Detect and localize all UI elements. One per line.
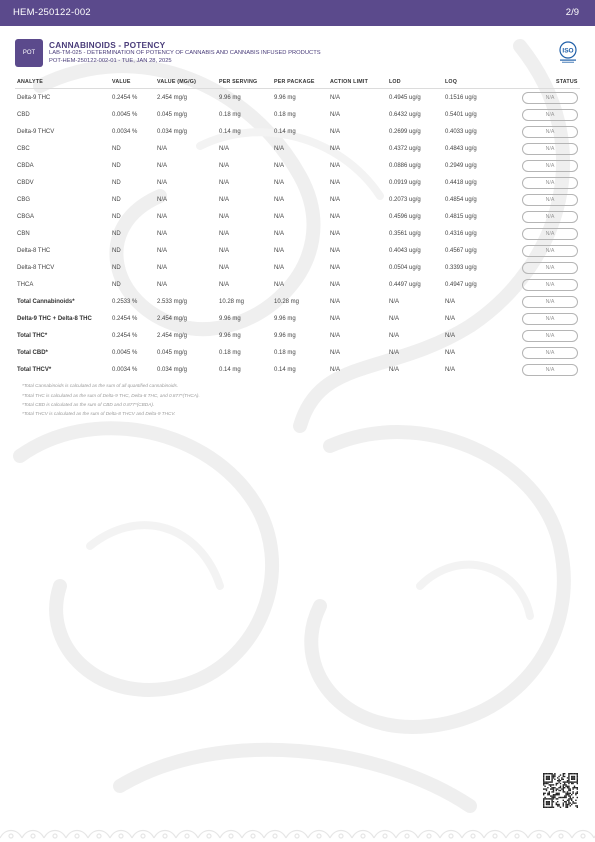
row-per-package: 0.18 mg [274,350,296,356]
document-id: HEM-250122-002 [13,7,91,18]
status-badge: N/A [522,296,578,308]
table-row [15,244,580,261]
footnote-total-cbd: *Total CBD is calculated as the sum of CBD and 0.877*(CBDA). [22,402,155,407]
footnote-total-thcv: *Total THCV is calculated as the sum of Delta-8 THCV and Delta-9 THCV. [22,411,176,416]
row-value: 0.2454 % [112,316,138,322]
row-lod: 0.4596 ug/g [389,214,421,220]
row-per-package: N/A [274,163,285,169]
row-action-limit: N/A [330,316,341,322]
header-status: STATUS [556,79,578,85]
section-title: CANNABINOIDS - POTENCY [49,40,166,50]
table-row [15,125,580,142]
row-analyte: CBDA [17,163,34,169]
row-value: ND [112,197,121,203]
iso-logo-text: ISO [562,47,574,55]
row-action-limit: N/A [330,248,341,254]
footnote-total-thc: *Total THC is calculated as the sum of Delta-9 THC, Delta-8 THC, and 0.877*(THCA). [22,393,200,398]
row-lod: N/A [389,367,400,373]
row-loq: 0.2949 ug/g [445,163,477,169]
row-analyte: Delta-8 THCV [17,265,55,271]
row-value-mgg: N/A [157,282,168,288]
row-value: ND [112,180,121,186]
row-lod: 0.4497 ug/g [389,282,421,288]
table-row [15,295,580,312]
table-row [15,142,580,159]
iso-certification-icon [556,40,580,64]
row-lod: 0.4043 ug/g [389,248,421,254]
row-per-serving: 10.28 mg [219,299,245,305]
row-value-mgg: N/A [157,231,168,237]
row-value: 0.2533 % [112,299,138,305]
row-analyte: CBDV [17,180,34,186]
row-analyte: Total CBD* [17,350,48,356]
row-analyte: CBGA [17,214,35,220]
row-lod: N/A [389,333,400,339]
row-per-package: N/A [274,214,285,220]
row-value-mgg: 0.034 mg/g [157,129,188,135]
row-lod: 0.0504 ug/g [389,265,421,271]
row-value: ND [112,163,121,169]
row-analyte: CBD [17,112,30,118]
row-loq: 0.4947 ug/g [445,282,477,288]
table-row [15,108,580,125]
row-lod: 0.2073 ug/g [389,197,421,203]
row-value: ND [112,265,121,271]
row-lod: N/A [389,350,400,356]
status-badge: N/A [522,262,578,274]
row-loq: N/A [445,333,456,339]
row-per-serving: N/A [219,265,230,271]
row-per-serving: N/A [219,197,230,203]
row-value: ND [112,282,121,288]
row-analyte: Total Cannabinoids* [17,299,75,305]
row-lod: N/A [389,316,400,322]
row-action-limit: N/A [330,163,341,169]
row-per-package: 9.96 mg [274,316,296,322]
row-per-package: 10.28 mg [274,299,300,305]
status-badge: N/A [522,143,578,155]
row-value: 0.0034 % [112,129,138,135]
row-loq: N/A [445,367,456,373]
row-action-limit: N/A [330,197,341,203]
row-loq: N/A [445,299,456,305]
row-per-serving: 0.18 mg [219,112,241,118]
table-row [15,176,580,193]
row-lod: 0.2699 ug/g [389,129,421,135]
row-analyte: CBC [17,146,30,152]
row-action-limit: N/A [330,367,341,373]
footnote-total-cannabinoids: *Total Cannabinoids is calculated as the sum of all quantified cannabinoids. [22,383,179,388]
row-per-package: N/A [274,197,285,203]
row-value: ND [112,248,121,254]
row-analyte: Total THC* [17,333,48,339]
status-badge: N/A [522,160,578,172]
page-header-bar [0,0,595,26]
header-value: VALUE [112,79,131,85]
row-analyte: THCA [17,282,34,288]
row-loq: 0.4843 ug/g [445,146,477,152]
row-per-package: N/A [274,248,285,254]
row-loq: 0.4316 ug/g [445,231,477,237]
row-value-mgg: N/A [157,163,168,169]
row-action-limit: N/A [330,231,341,237]
row-action-limit: N/A [330,180,341,186]
status-badge: N/A [522,347,578,359]
header-analyte: ANALYTE [17,79,43,85]
row-per-package: N/A [274,146,285,152]
table-row [15,278,580,295]
status-badge: N/A [522,211,578,223]
row-action-limit: N/A [330,333,341,339]
table-row [15,329,580,346]
row-lod: 0.4945 ug/g [389,95,421,101]
status-badge: N/A [522,313,578,325]
row-value-mgg: N/A [157,214,168,220]
row-value: ND [112,146,121,152]
row-analyte: Delta-8 THC [17,248,51,254]
status-badge: N/A [522,126,578,138]
section-badge: POT [15,39,43,67]
row-per-serving: N/A [219,146,230,152]
row-action-limit: N/A [330,146,341,152]
header-value-mgg: VALUE (MG/G) [157,79,197,85]
row-value: 0.0045 % [112,112,138,118]
header-per-serving: PER SERVING [219,79,258,85]
row-value: 0.0034 % [112,367,138,373]
table-row [15,159,580,176]
row-per-serving: N/A [219,180,230,186]
row-loq: 0.5401 ug/g [445,112,477,118]
row-per-serving: N/A [219,231,230,237]
row-analyte: CBG [17,197,31,203]
row-value: 0.2454 % [112,95,138,101]
row-action-limit: N/A [330,129,341,135]
status-badge: N/A [522,245,578,257]
row-value-mgg: 2.533 mg/g [157,299,188,305]
row-per-package: 0.14 mg [274,367,296,373]
section-sample-date: POT-HEM-250122-002-01 - TUE, JAN 28, 2025 [49,58,172,64]
row-lod: N/A [389,299,400,305]
row-per-package: 0.14 mg [274,129,296,135]
row-per-package: N/A [274,180,285,186]
row-action-limit: N/A [330,112,341,118]
row-loq: 0.4033 ug/g [445,129,477,135]
table-row [15,91,580,108]
qr-code-icon[interactable] [543,773,578,808]
row-per-serving: N/A [219,282,230,288]
row-analyte: Delta-9 THCV [17,129,55,135]
row-loq: 0.1516 ug/g [445,95,477,101]
row-per-package: 9.96 mg [274,333,296,339]
row-value-mgg: N/A [157,197,168,203]
row-per-serving: N/A [219,214,230,220]
row-loq: N/A [445,350,456,356]
row-analyte: Total THCV* [17,367,52,373]
status-badge: N/A [522,228,578,240]
row-value-mgg: 0.045 mg/g [157,350,188,356]
row-per-package: N/A [274,265,285,271]
row-value-mgg: 0.045 mg/g [157,112,188,118]
header-action-limit: ACTION LIMIT [330,79,369,85]
row-lod: 0.0919 ug/g [389,180,421,186]
row-action-limit: N/A [330,282,341,288]
row-per-serving: 0.14 mg [219,129,241,135]
table-row [15,363,580,380]
row-value: ND [112,214,121,220]
header-divider [15,88,580,89]
table-row [15,312,580,329]
table-row [15,210,580,227]
row-analyte: Delta-9 THC + Delta-8 THC [17,316,92,322]
row-action-limit: N/A [330,265,341,271]
row-value: 0.2454 % [112,333,138,339]
row-per-serving: 9.96 mg [219,333,241,339]
row-per-package: N/A [274,282,285,288]
row-loq: 0.3393 ug/g [445,265,477,271]
row-lod: 0.6432 ug/g [389,112,421,118]
row-value-mgg: N/A [157,180,168,186]
status-badge: N/A [522,109,578,121]
row-lod: 0.4372 ug/g [389,146,421,152]
row-analyte: Delta-9 THC [17,95,51,101]
row-per-serving: N/A [219,163,230,169]
row-per-serving: 0.14 mg [219,367,241,373]
status-badge: N/A [522,364,578,376]
row-loq: N/A [445,316,456,322]
row-action-limit: N/A [330,299,341,305]
row-action-limit: N/A [330,95,341,101]
status-badge: N/A [522,330,578,342]
row-per-serving: 9.96 mg [219,95,241,101]
row-value-mgg: 2.454 mg/g [157,333,188,339]
row-loq: 0.4567 ug/g [445,248,477,254]
row-per-serving: N/A [219,248,230,254]
status-badge: N/A [522,177,578,189]
row-value-mgg: N/A [157,146,168,152]
row-value: 0.0045 % [112,350,138,356]
row-loq: 0.4815 ug/g [445,214,477,220]
row-lod: 0.0886 ug/g [389,163,421,169]
row-per-package: 9.96 mg [274,95,296,101]
row-action-limit: N/A [330,350,341,356]
row-value-mgg: N/A [157,248,168,254]
header-lod: LOD [389,79,401,85]
table-row [15,261,580,278]
section-header [15,39,580,69]
row-value-mgg: N/A [157,265,168,271]
status-badge: N/A [522,279,578,291]
row-per-package: 0.18 mg [274,112,296,118]
row-lod: 0.3561 ug/g [389,231,421,237]
header-per-package: PER PACKAGE [274,79,315,85]
section-method: LAB-TM-025 - DETERMINATION OF POTENCY OF CANNABIS AND CANNABIS INFUSED PRODUCTS [49,50,321,56]
row-value-mgg: 2.454 mg/g [157,316,188,322]
footer-pattern [0,826,595,842]
row-loq: 0.4418 ug/g [445,180,477,186]
status-badge: N/A [522,194,578,206]
table-row [15,193,580,210]
row-value: ND [112,231,121,237]
status-badge: N/A [522,92,578,104]
row-analyte: CBN [17,231,30,237]
row-per-serving: 0.18 mg [219,350,241,356]
header-loq: LOQ [445,79,458,85]
table-row [15,346,580,363]
table-row [15,227,580,244]
row-action-limit: N/A [330,214,341,220]
row-loq: 0.4854 ug/g [445,197,477,203]
row-value-mgg: 2.454 mg/g [157,95,188,101]
row-per-package: N/A [274,231,285,237]
row-per-serving: 9.96 mg [219,316,241,322]
row-value-mgg: 0.034 mg/g [157,367,188,373]
page-number: 2/9 [565,7,579,18]
